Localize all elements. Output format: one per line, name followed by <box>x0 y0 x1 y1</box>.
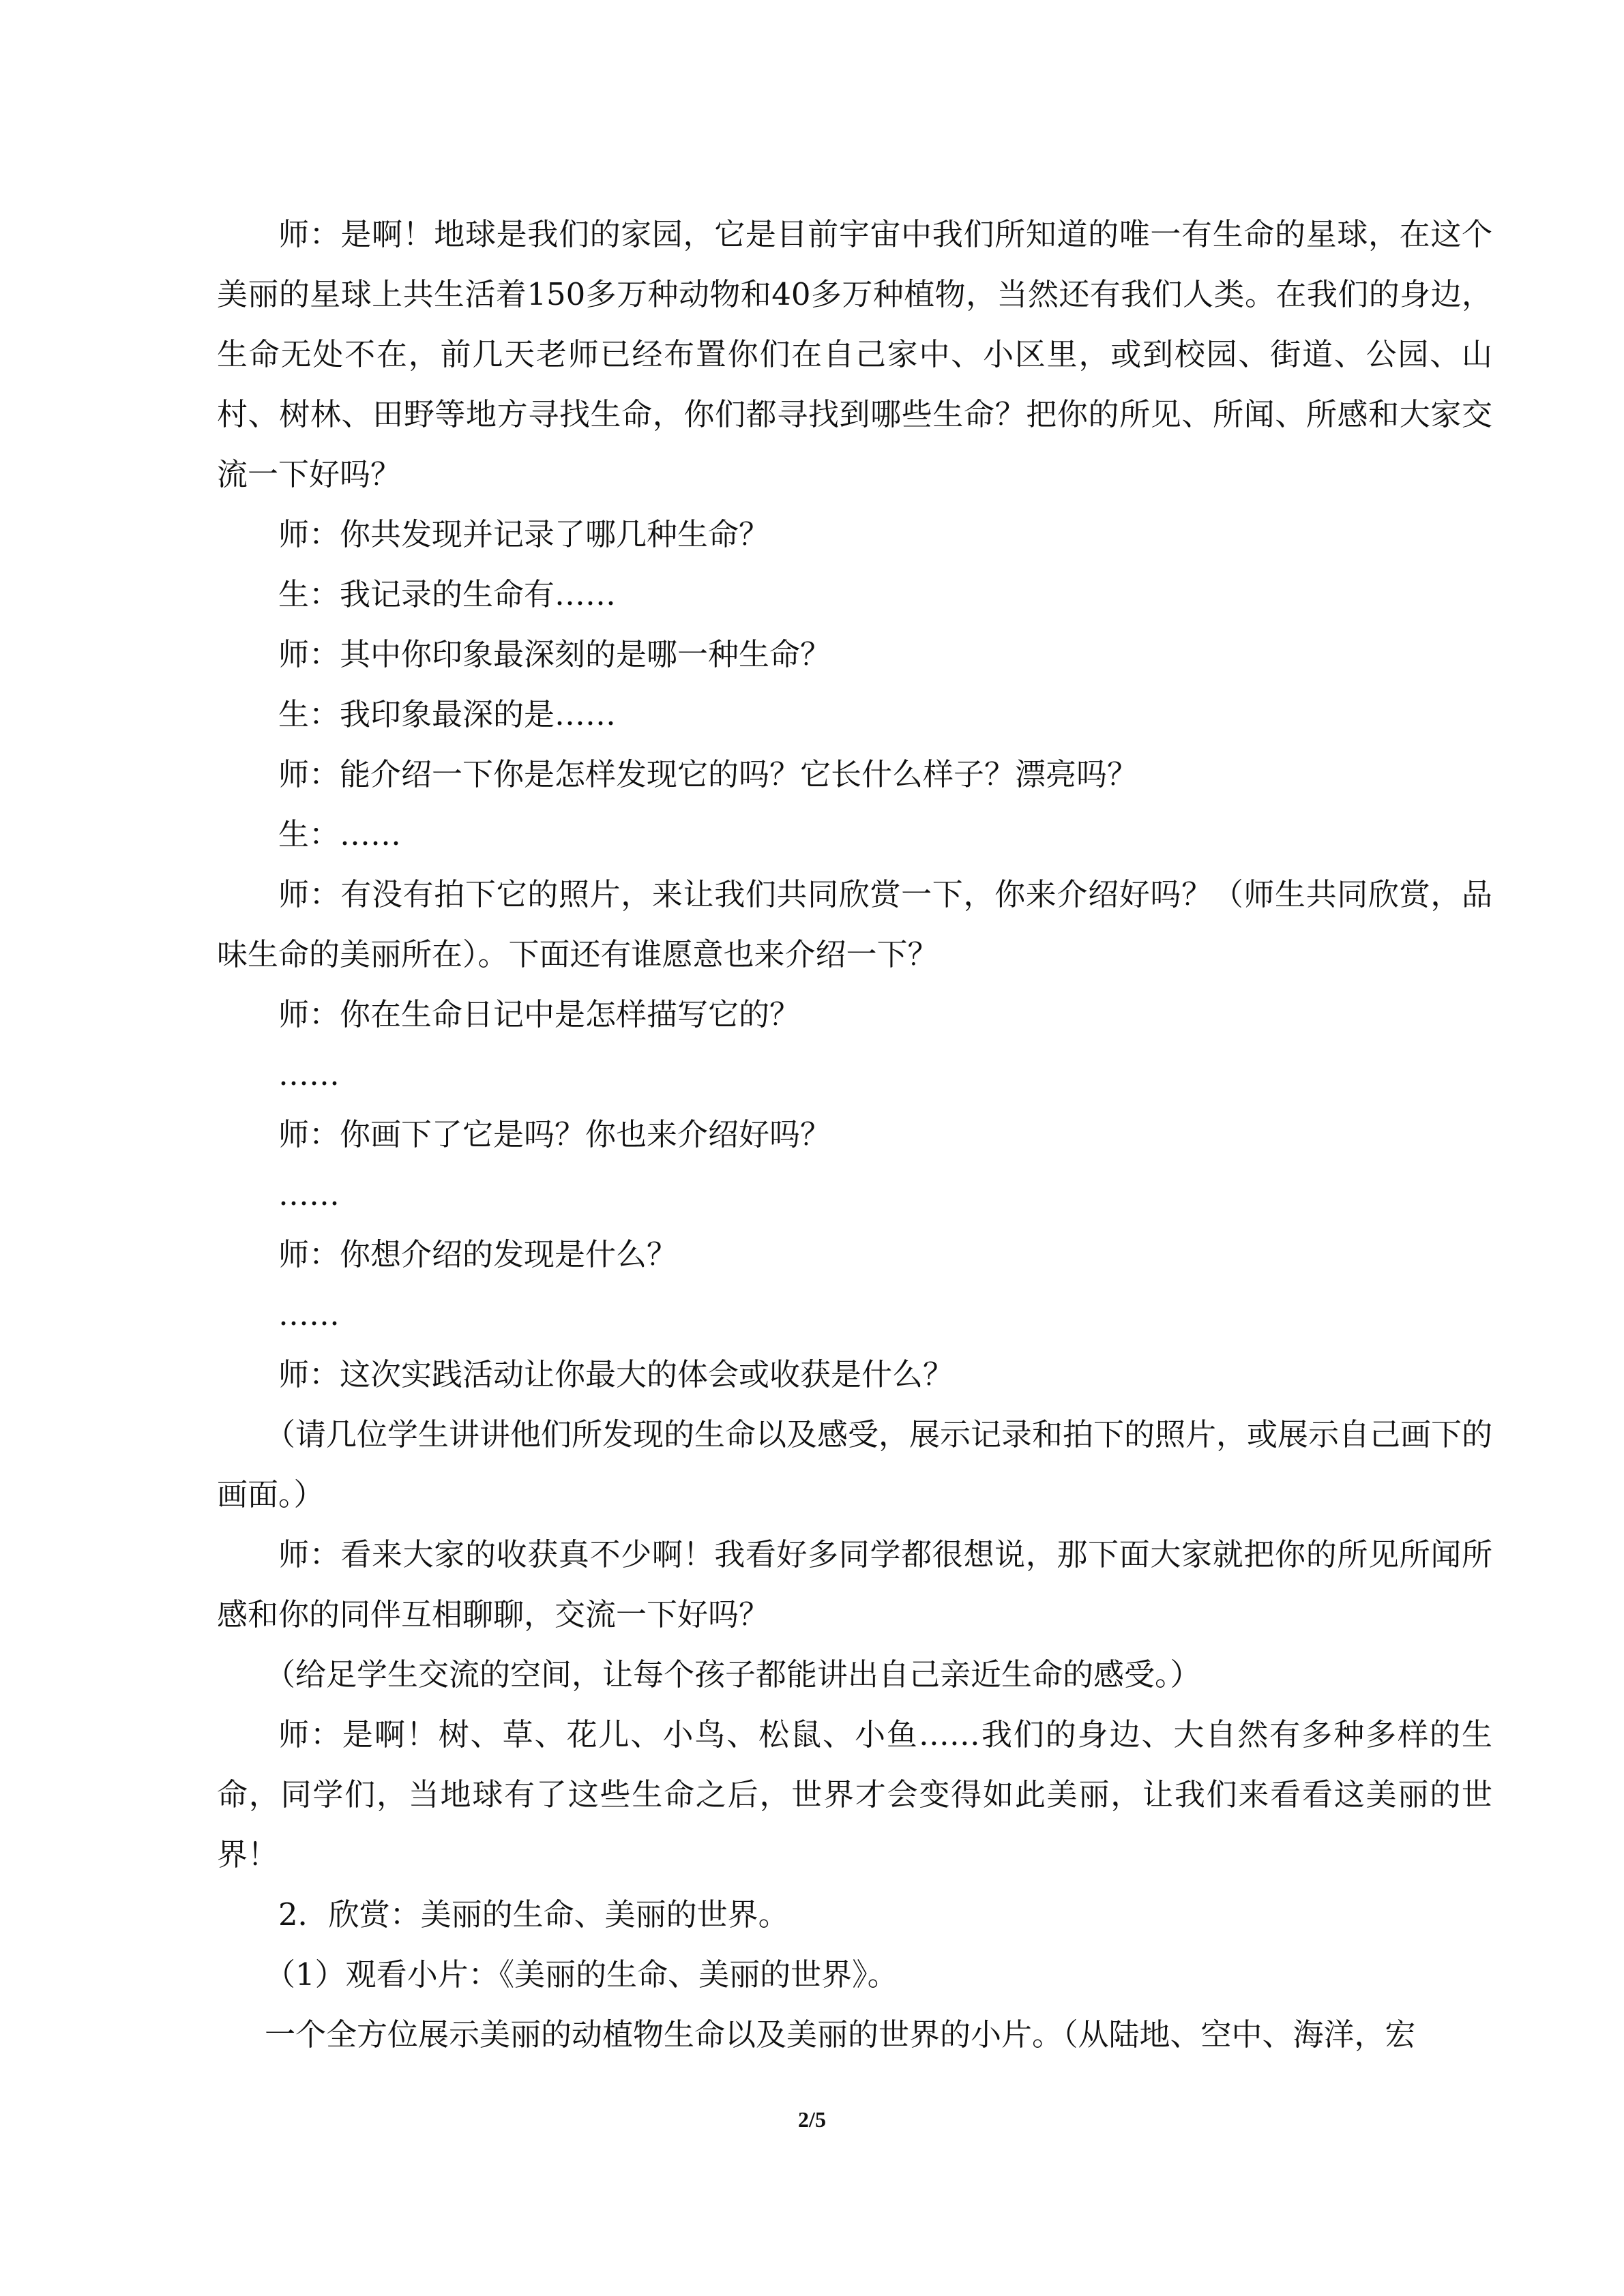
paragraph: 师：你画下了它是吗？你也来介绍好吗？ <box>278 1116 831 1152</box>
paragraph: 生：我记录的生命有…… <box>278 576 617 612</box>
paragraph: 师：你在生命日记中是怎样描写它的？ <box>278 996 801 1032</box>
paragraph: 师：是啊！地球是我们的家园，它是目前宇宙中我们所知道的唯一有生命的星球，在这个美丽的星球上共生活着150多万种动物和40多万种植物，当然还有我们人类。在我们的身边，生命无处不在，前几天老师已经布置你们在自己家中、小区里，或到校园、街道、公园、山村、树林、田野等地方寻找生命，你们都寻找到哪些生命？把你的所见、所闻、所感和大家交流一下好吗？ <box>217 216 1492 492</box>
paragraph: 师：能介绍一下你是怎样发现它的吗？它长什么样子？漂亮吗？ <box>278 756 1138 792</box>
paragraph: 师：是啊！树、草、花儿、小鸟、松鼠、小鱼……我们的身边、大自然有多种多样的生命，同学们，当地球有了这些生命之后，世界才会变得如此美丽，让我们来看看这美丽的世界！ <box>217 1716 1492 1873</box>
paragraph: 师：其中你印象最深刻的是哪一种生命？ <box>278 636 831 672</box>
paragraph: 生：…… <box>278 816 402 852</box>
paragraph: （请几位学生讲讲他们所发现的生命以及感受，展示记录和拍下的照片，或展示自己画下的画面。） <box>217 1416 1493 1512</box>
paragraph: 生：我印象最深的是…… <box>278 696 617 732</box>
paragraph: 师：看来大家的收获真不少啊！我看好多同学都很想说，那下面大家就把你的所见所闻所感和你的同伴互相聊聊，交流一下好吗？ <box>217 1536 1492 1632</box>
paragraph: …… <box>278 1296 340 1332</box>
paragraph: …… <box>278 1176 340 1212</box>
paragraph: （1）观看小片：《美丽的生命、美丽的世界》。 <box>265 1956 898 1993</box>
paragraph: （给足学生交流的空间，让每个孩子都能讲出自己亲近生命的感受。） <box>265 1656 1201 1693</box>
paragraph: 一个全方位展示美丽的动植物生命以及美丽的世界的小片。（从陆地、空中、海洋，宏 <box>265 2016 1416 2053</box>
paragraph: 师：你共发现并记录了哪几种生命？ <box>278 516 770 552</box>
paragraph: 师：这次实践活动让你最大的体会或收获是什么？ <box>278 1356 954 1392</box>
paragraph: 师：有没有拍下它的照片，来让我们共同欣赏一下，你来介绍好吗？（师生共同欣赏，品味生命的美丽所在）。下面还有谁愿意也来介绍一下？ <box>217 876 1492 972</box>
paragraph: 师：你想介绍的发现是什么？ <box>278 1236 678 1272</box>
paragraph: 2．欣赏：美丽的生命、美丽的世界。 <box>278 1896 789 1933</box>
page-number: 2/5 <box>798 2107 826 2132</box>
document-body <box>217 205 1492 2065</box>
paragraph: …… <box>278 1056 340 1092</box>
